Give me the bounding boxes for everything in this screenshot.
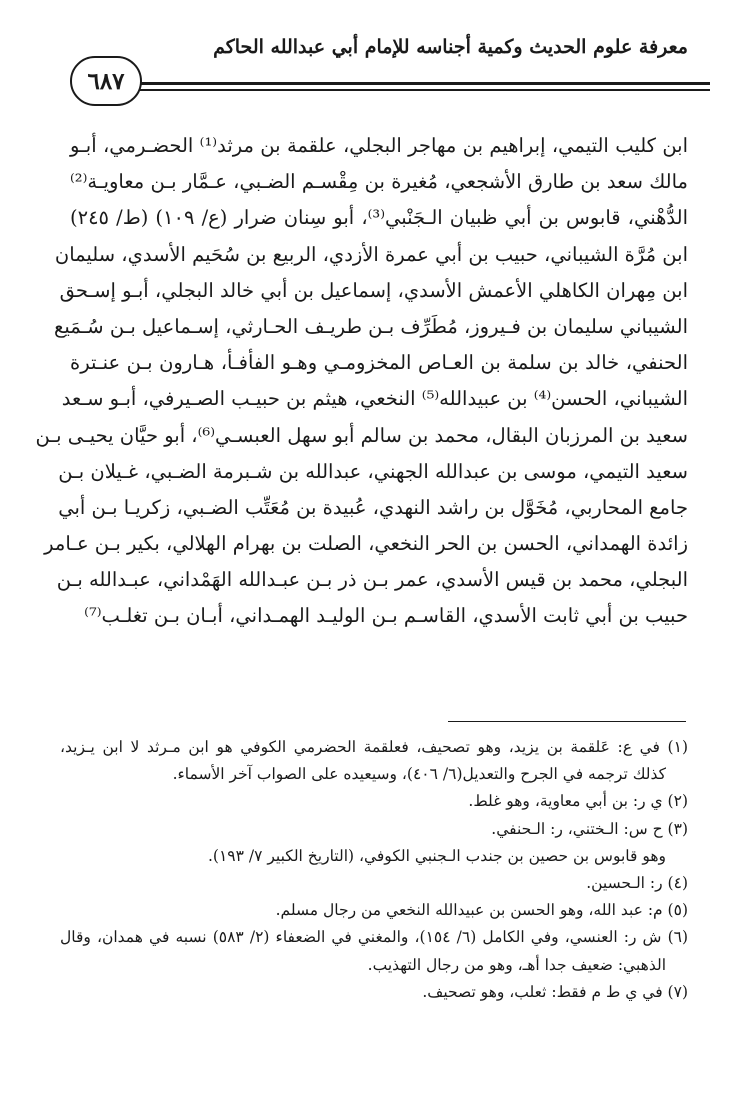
text-line: الشيباني، الحسن⁽⁴⁾ بن عبيدالله⁽⁵⁾ النخعي، هيثم بن حبيـب الصـيرفي، أبـو سـعد [61,387,688,411]
text-line: الدُّهْني، قابوس بن أبي ظبيان الـجَنْبي⁽³⁾، أبو سِنان ضرار (ع/ ١٠٩) (ط/ ٢٤٥) [70,206,688,230]
text-line: ابن مِهران الكاهلي الأعمش الأسدي، إسماعيل بن أبي خالد البجلي، أبـو إسـحق [59,278,688,302]
header-rule [140,82,710,85]
footnote-line: (١) في ع: عَلقمة بن يزيد، وهو تصحيف، فعلقمة الحضرمي الكوفي هو ابن مـرثد لا ابن يـزيد، [60,738,688,756]
main-text [35,128,689,635]
footnote-line: (٥) م: عبد الله، وهو الحسن بن عبيدالله النخعي من رجال مسلم. [275,901,688,920]
footnote-line: (٢) ي ر: بن أبي معاوية، وهو غلط. [468,792,688,811]
footnote-line: (٦) ش ر: العنسي، وفي الكامل (٦/ ١٥٤)، والمغني في الضعفاء (٢/ ٥٨٣) نسبه في همدان، وقال [60,928,689,947]
header-rule-thin [140,89,710,91]
footnote-separator [448,721,686,722]
text-line: مالك سعد بن طارق الأشجعي، مُغيرة بن مِقْسـم الضـبي، عـمَّار بـن معاويـة⁽²⁾ [70,170,688,194]
footnote-line: (٤) ر: الـحسين. [586,873,688,892]
footnote-line: (٧) في ي ط م فقط: ثعلب، وهو تصحيف. [422,982,688,1001]
text-line: ابن كليب التيمي، إبراهيم بن مهاجر البجلي، علقمة بن مرثد⁽¹⁾ الحضـرمي، أبـو [70,134,689,157]
running-title: معرفة علوم الحديث وكمية أجناسه للإمام أبي عبدالله الحاكم [213,36,688,58]
text-line: زائدة الهمداني، الحسن بن الحر النخعي، الصلت بن بهرام الهلالي، بكير بـن عـامر [44,532,688,556]
text-line: حبيب بن أبي ثابت الأسدي، القاسـم بـن الوليـد الهمـداني، أبـان بـن تغلـب⁽⁷⁾ [84,604,688,628]
text-line: جامع المحاربي، مُخَوَّل بن راشد النهدي، عُبيدة بن مُعَتِّب الضـبي، زكريـا بـن أبي [58,495,688,519]
text-line: سعيد التيمي، موسى بن عبدالله الجهني، عبدالله بن شـبرمة الضـبي، غـيلان بـن [58,459,688,483]
footnote-line: وهو قابوس بن حصين بن جندب الـجنبي الكوفي، (التاريخ الكبير ٧/ ١٩٣). [207,846,666,865]
text-line: سعيد بن المرزبان البقال، محمد بن سالم أبو سهل العبسـي⁽⁶⁾، أبو حيَّان يحيـى بـن [35,423,688,447]
text-line: الحنفي، خالد بن سلمة بن العـاص المخزومـي وهـو الفأفـأ، هـارون بـن عنـترة [70,351,688,375]
footnote-line: الذهبي: ضعيف جدا أهـ، وهو من رجال التهذيب. [367,955,666,974]
footnotes [60,734,688,1006]
page-number: ٦٨٧ [70,56,142,106]
footnote-line: (٣) ح س: الـختني، ر: الـحنفي. [491,819,688,838]
text-line: الشيباني سليمان بن فـيروز، مُطَرِّف بـن طريـف الحـارثي، إسـماعيل بـن سُـمَيع [54,314,688,338]
text-line: ابن مُرَّة الشيباني، حبيب بن أبي عمرة الأزدي، الربيع بن سُحَيم الأسدي، سليمان [54,242,688,266]
page-header [70,28,710,108]
footnote-line: كذلك ترجمه في الجرح والتعديل(٦/ ٤٠٦)، وسيعيده على الصواب آخر الأسماء. [172,765,666,784]
text-line: البجلي، محمد بن قيس الأسدي، عمر بـن ذر بـن عبـدالله الهَمْداني، عبـدالله بـن [56,568,688,592]
